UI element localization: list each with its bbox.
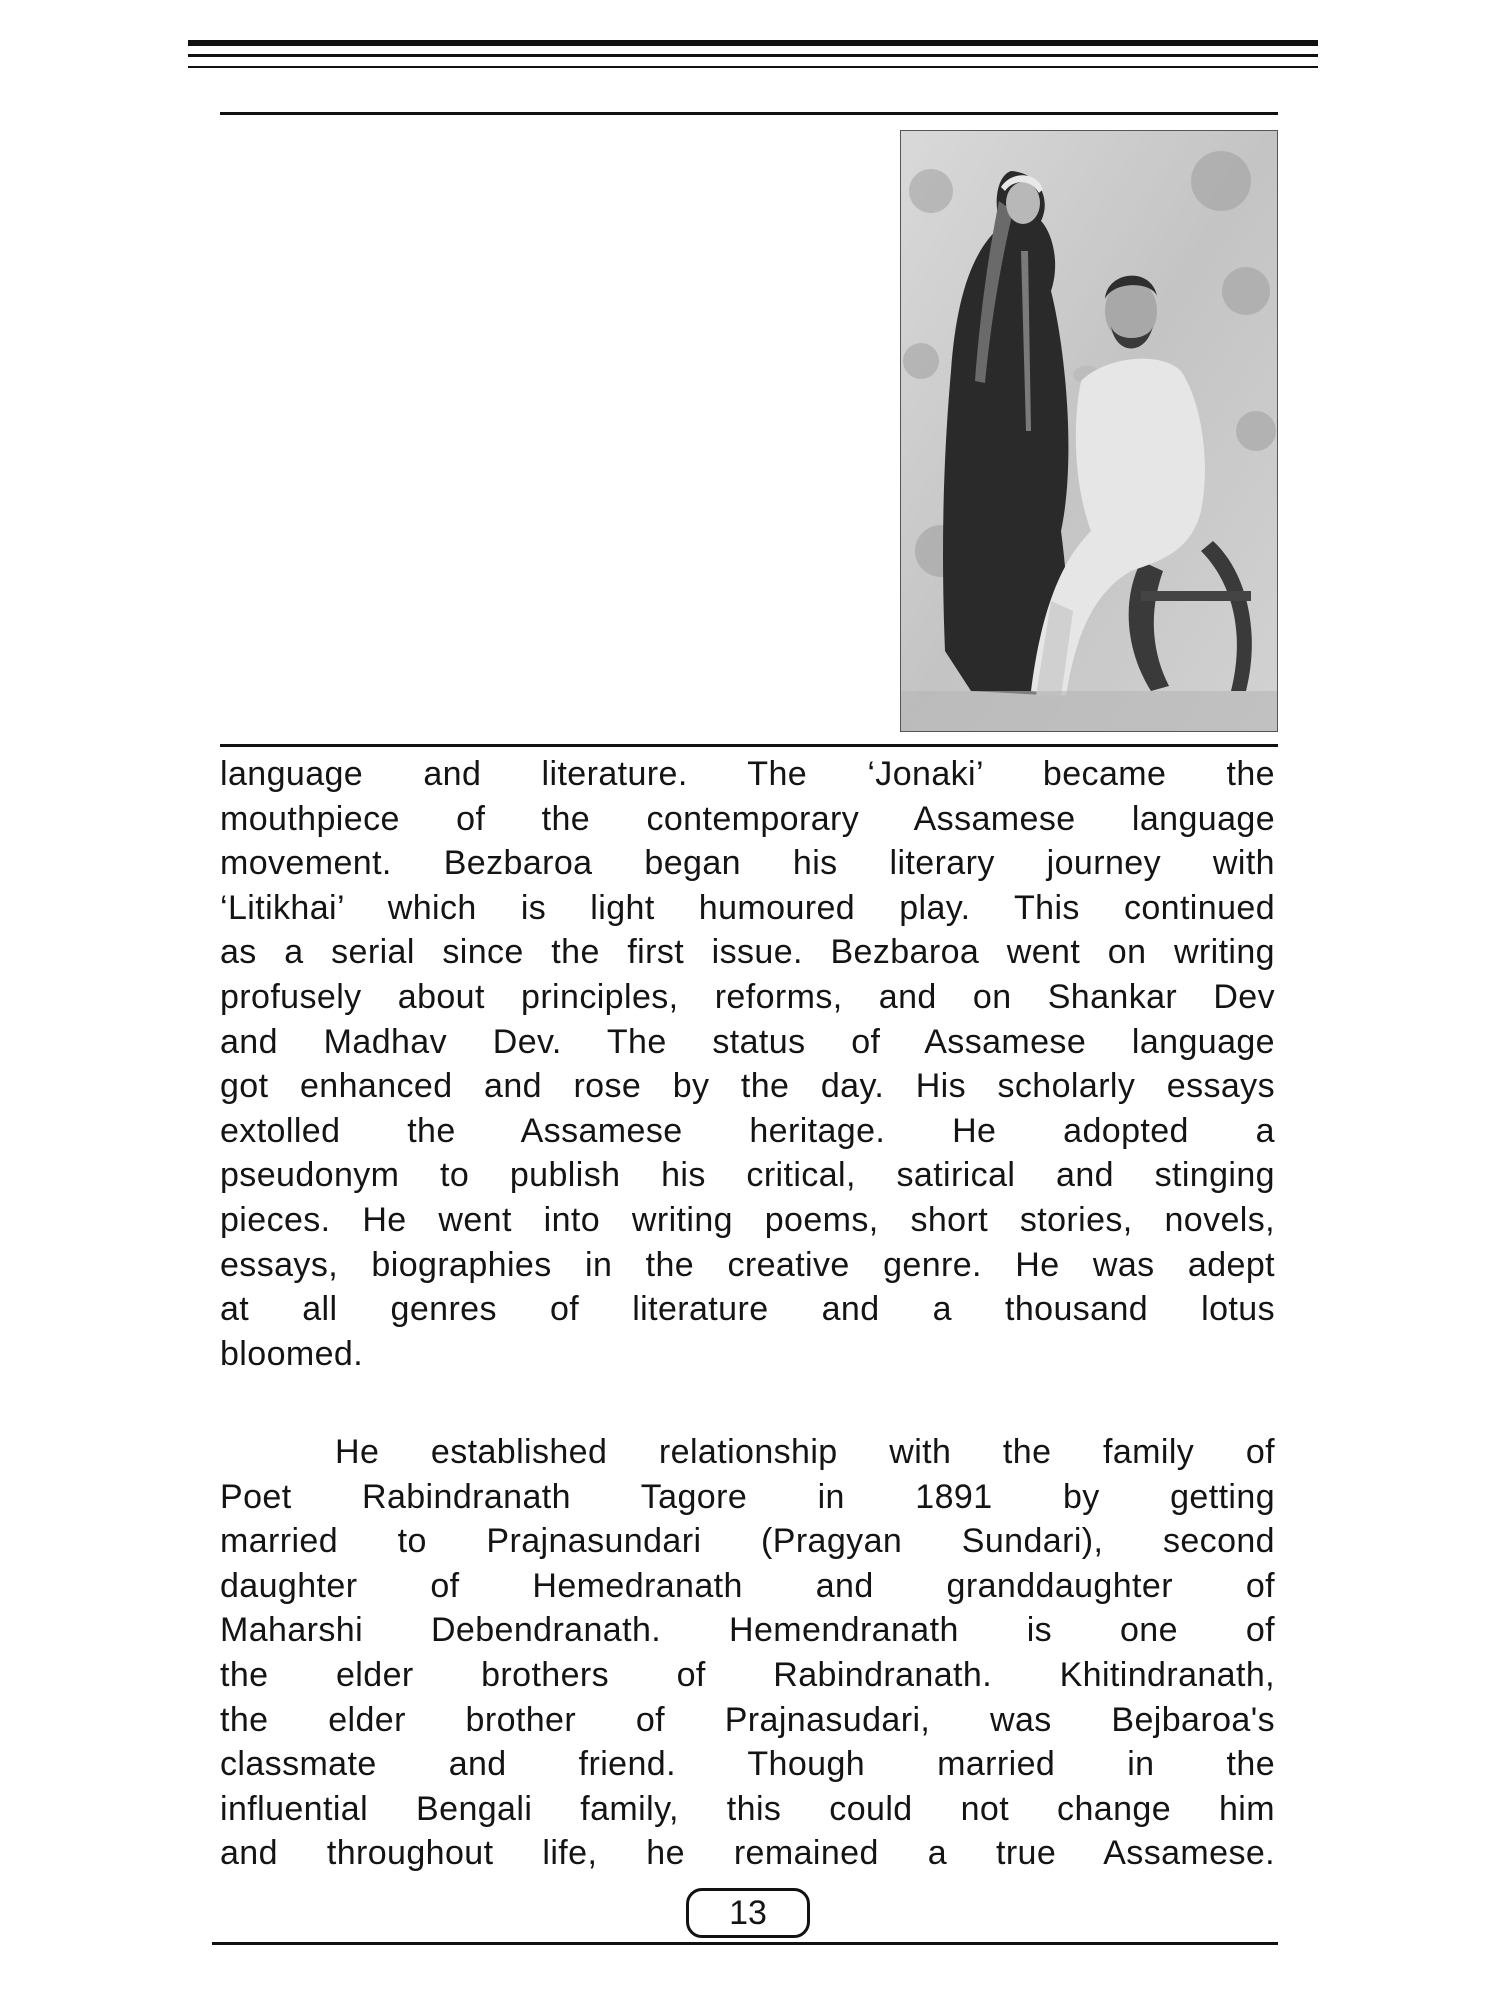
text-line: bloomed.	[220, 1334, 364, 1373]
portrait-photograph	[900, 130, 1278, 732]
text-line: at all genres of literature and a thousand lotus	[220, 1290, 1275, 1329]
text-line: classmate and friend. Though married in the	[220, 1745, 1275, 1784]
text-line: Poet Rabindranath Tagore in 1891 by getting	[220, 1477, 1275, 1516]
body-paragraph-2	[220, 1430, 1275, 1876]
text-line: got enhanced and rose by the day. His scholarly essays	[220, 1067, 1275, 1106]
text-line: as a serial since the first issue. Bezbaroa went on writing	[220, 933, 1275, 972]
text-line: Maharshi Debendranath. Hemendranath is one of	[220, 1611, 1275, 1650]
text-line: the elder brothers of Rabindranath. Khitindranath,	[220, 1655, 1275, 1694]
text-line: language and literature. The ‘Jonaki’ became the	[220, 755, 1275, 793]
header-rule-mid	[188, 54, 1318, 57]
text-line: married to Prajnasundari (Pragyan Sundari), second	[220, 1522, 1275, 1561]
header-rule-thin	[188, 66, 1318, 68]
footer-rule	[212, 1942, 1278, 1945]
text-line: movement. Bezbaroa began his literary journey with	[220, 844, 1275, 883]
body-paragraph-1	[220, 752, 1275, 1376]
text-line: mouthpiece of the contemporary Assamese language	[220, 799, 1275, 838]
text-line: extolled the Assamese heritage. He adopted a	[220, 1111, 1275, 1150]
text-line: daughter of Hemedranath and granddaughter of	[220, 1566, 1275, 1605]
text-line: pieces. He went into writing poems, short stories, novels,	[220, 1200, 1275, 1239]
text-line: He established relationship with the family of	[335, 1433, 1275, 1471]
figure-top-rule	[220, 112, 1278, 115]
text-line: essays, biographies in the creative genre. He was adept	[220, 1245, 1275, 1284]
text-line: pseudonym to publish his critical, satirical and stinging	[220, 1156, 1275, 1195]
text-line: and Madhav Dev. The status of Assamese language	[220, 1022, 1275, 1061]
header-rule-thick	[188, 40, 1318, 46]
text-line: and throughout life, he remained a true Assamese.	[220, 1834, 1275, 1873]
text-line: profusely about principles, reforms, and on Shankar Dev	[220, 977, 1275, 1016]
text-line: the elder brother of Prajnasudari, was Bejbaroa's	[220, 1700, 1275, 1739]
text-line: influential Bengali family, this could not change him	[220, 1789, 1275, 1828]
page-number: 13	[686, 1888, 810, 1938]
text-line: ‘Litikhai’ which is light humoured play. This continued	[220, 888, 1275, 927]
figure-bottom-rule	[220, 744, 1278, 747]
